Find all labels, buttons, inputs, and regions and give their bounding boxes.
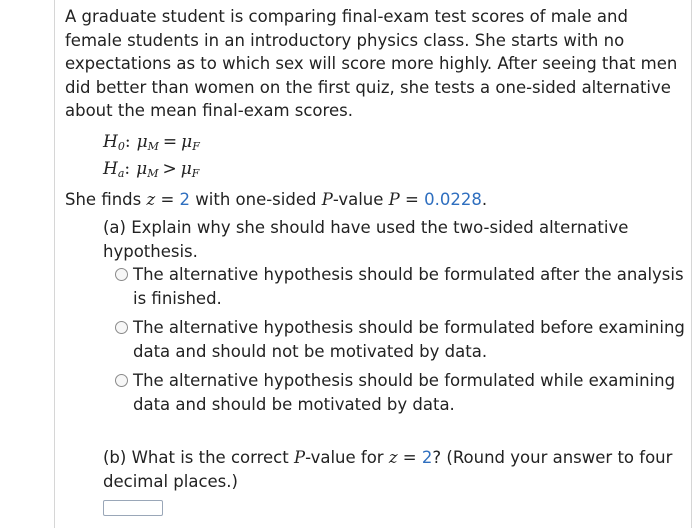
part-a-question: (a) Explain why she should have used the two-sided alternative hypothesis. xyxy=(103,218,629,261)
test-result-statement: She finds z = 2 with one-sided P-value P = 0.0228. xyxy=(65,190,488,209)
p-value-answer-input[interactable] xyxy=(103,500,163,516)
z-value: 2 xyxy=(421,448,433,467)
p-value: 0.0228 xyxy=(424,190,482,209)
radio-button[interactable] xyxy=(115,374,128,387)
option-label: The alternative hypothesis should be formulated while examining data and should be motivated by data. xyxy=(133,371,676,414)
alternative-hypothesis: $H_a$: $\mu_M > \mu_F$ xyxy=(103,159,200,180)
null-hypothesis: $H_0$: $\mu_M = \mu_F$ xyxy=(103,132,200,153)
option-label: The alternative hypothesis should be formulated after the analysis is finished. xyxy=(133,265,684,308)
z-value: 2 xyxy=(179,190,191,209)
radio-button[interactable] xyxy=(115,268,128,281)
radio-button[interactable] xyxy=(115,321,128,334)
problem-intro: A graduate student is comparing final-exam test scores of male and female students in an introductory physics class. She starts with no expectations as to which sex will score more highly. After seeing that men did better than women on the first quiz, she tests a one-sided alternative about the mean final-exam scores. xyxy=(65,7,678,120)
part-b-question: (b) What is the correct P-value for z = 2? (Round your answer to four decimal places.) xyxy=(103,448,673,491)
option-label: The alternative hypothesis should be formulated before examining data and should not be motivated by data. xyxy=(133,318,685,361)
